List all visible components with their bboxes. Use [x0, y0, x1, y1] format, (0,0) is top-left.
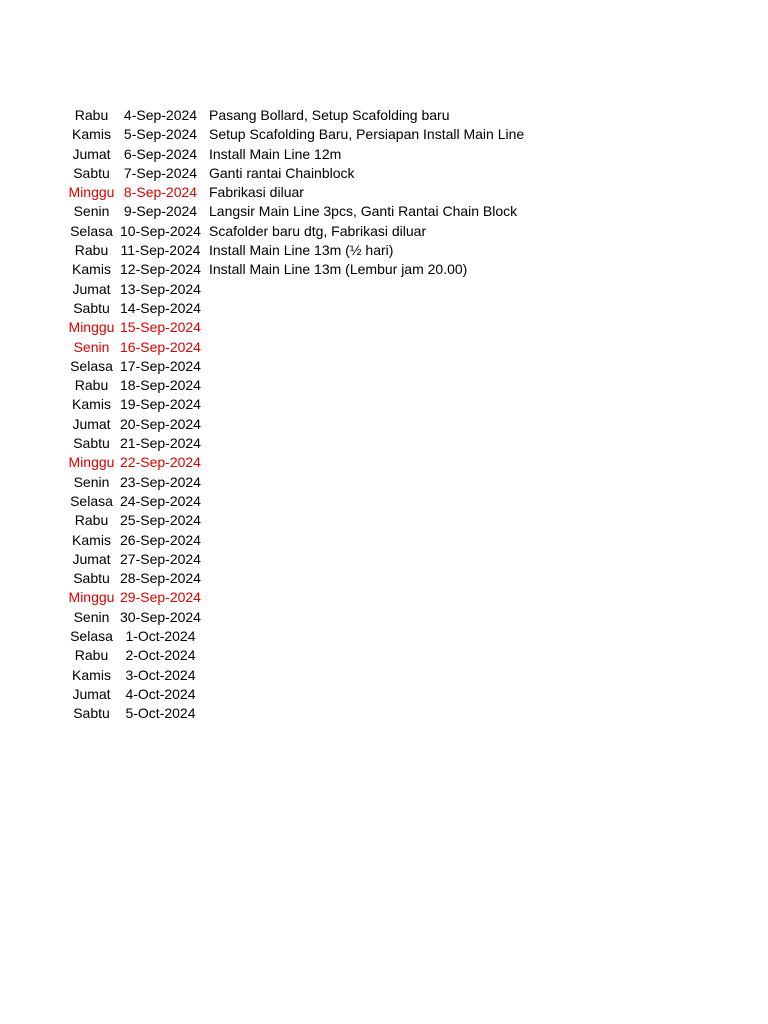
day-cell: Minggu [68, 184, 115, 201]
activity-cell [202, 608, 746, 627]
day-cell: Jumat [72, 280, 111, 297]
day-cell: Sabtu [73, 570, 110, 587]
schedule-row [66, 183, 746, 202]
activity-cell [202, 473, 746, 492]
activity-cell [202, 531, 746, 550]
date-cell: 14-Sep-2024 [120, 299, 201, 316]
schedule-row [66, 164, 746, 183]
day-cell: Senin [73, 338, 110, 355]
day-cell: Rabu [74, 107, 109, 123]
date-cell: 15-Sep-2024 [120, 319, 201, 336]
day-cell: Rabu [74, 512, 109, 529]
schedule-row [66, 376, 746, 395]
schedule-row [66, 434, 746, 453]
activity-cell [202, 569, 746, 588]
day-cell: Senin [73, 473, 110, 490]
activity-cell [202, 627, 746, 646]
date-cell: 9-Sep-2024 [123, 203, 198, 220]
activity-cell: Install Main Line 13m (½ hari) [209, 242, 394, 259]
schedule-row [66, 704, 746, 723]
schedule-row [66, 202, 746, 221]
date-cell: 25-Sep-2024 [120, 512, 201, 529]
date-cell: 5-Oct-2024 [125, 705, 196, 722]
day-cell: Minggu [68, 454, 115, 471]
day-cell: Rabu [74, 377, 109, 394]
schedule-row [66, 588, 746, 607]
date-cell: 22-Sep-2024 [120, 454, 201, 471]
date-cell: 10-Sep-2024 [120, 222, 201, 239]
activity-cell: Install Main Line 12m [209, 145, 342, 162]
schedule-row [66, 453, 746, 472]
day-cell: Selasa [70, 357, 113, 374]
schedule-row [66, 338, 746, 357]
day-cell: Kamis [72, 126, 111, 143]
date-cell: 13-Sep-2024 [120, 280, 201, 297]
date-cell: 4-Oct-2024 [125, 685, 196, 702]
activity-cell [202, 550, 746, 569]
activity-cell [202, 492, 746, 511]
day-cell: Senin [73, 203, 110, 220]
date-cell: 20-Sep-2024 [120, 415, 201, 432]
day-cell: Kamis [72, 261, 111, 278]
day-cell: Minggu [68, 319, 115, 336]
schedule-row [66, 415, 746, 434]
schedule-row [66, 395, 746, 414]
activity-cell: Install Main Line 13m (Lembur jam 20.00) [209, 261, 468, 278]
day-cell: Sabtu [73, 705, 110, 722]
schedule-row [66, 280, 746, 299]
date-cell: 29-Sep-2024 [120, 589, 201, 606]
day-cell: Jumat [72, 415, 111, 432]
activity-cell [202, 318, 746, 337]
date-cell: 27-Sep-2024 [120, 550, 201, 567]
activity-cell [202, 395, 746, 414]
schedule-row [66, 550, 746, 569]
schedule-row [66, 511, 746, 530]
date-cell: 19-Sep-2024 [120, 396, 201, 413]
activity-cell [202, 280, 746, 299]
day-cell: Minggu [68, 589, 115, 606]
activity-cell [202, 666, 746, 685]
schedule-row [66, 666, 746, 685]
activity-cell: Setup Scafolding Baru, Persiapan Install Main Line [209, 126, 525, 143]
schedule-row [66, 299, 746, 318]
schedule-row [66, 531, 746, 550]
schedule-row [66, 106, 746, 125]
activity-cell [202, 685, 746, 704]
date-cell: 18-Sep-2024 [120, 377, 201, 394]
day-cell: Jumat [72, 145, 111, 162]
schedule-row [66, 646, 746, 665]
day-cell: Sabtu [73, 164, 110, 181]
date-cell: 24-Sep-2024 [120, 492, 201, 509]
schedule-row [66, 357, 746, 376]
date-cell: 5-Sep-2024 [123, 126, 198, 143]
activity-cell [202, 588, 746, 607]
day-cell: Sabtu [73, 299, 110, 316]
date-cell: 6-Sep-2024 [123, 145, 198, 162]
date-cell: 12-Sep-2024 [120, 261, 201, 278]
date-cell: 3-Oct-2024 [125, 666, 196, 683]
day-cell: Jumat [72, 685, 111, 702]
schedule-row [66, 473, 746, 492]
day-cell: Jumat [72, 550, 111, 567]
day-cell: Senin [73, 608, 110, 625]
date-cell: 21-Sep-2024 [120, 435, 201, 452]
activity-cell [202, 511, 746, 530]
activity-cell [202, 376, 746, 395]
day-cell: Kamis [72, 396, 111, 413]
date-cell: 28-Sep-2024 [120, 570, 201, 587]
day-cell: Kamis [72, 531, 111, 548]
activity-cell: Scafolder baru dtg, Fabrikasi diluar [209, 222, 427, 239]
activity-cell [202, 434, 746, 453]
day-cell: Rabu [74, 242, 109, 259]
date-cell: 7-Sep-2024 [123, 164, 198, 181]
date-cell: 11-Sep-2024 [120, 242, 201, 259]
activity-cell [202, 704, 746, 723]
date-cell: 16-Sep-2024 [120, 338, 201, 355]
date-cell: 1-Oct-2024 [125, 628, 196, 645]
activity-cell [202, 299, 746, 318]
activity-cell: Pasang Bollard, Setup Scafolding baru [209, 107, 450, 123]
activity-cell [202, 357, 746, 376]
day-cell: Selasa [70, 492, 113, 509]
activity-cell [202, 453, 746, 472]
day-cell: Selasa [70, 222, 113, 239]
activity-cell: Ganti rantai Chainblock [209, 164, 355, 181]
schedule-row [66, 125, 746, 144]
day-cell: Selasa [70, 628, 113, 645]
date-cell: 23-Sep-2024 [120, 473, 201, 490]
schedule-row [66, 318, 746, 337]
schedule-row [66, 608, 746, 627]
schedule-row [66, 222, 746, 241]
schedule-row [66, 569, 746, 588]
schedule-row [66, 685, 746, 704]
date-cell: 26-Sep-2024 [120, 531, 201, 548]
date-cell: 30-Sep-2024 [120, 608, 201, 625]
day-cell: Rabu [74, 647, 109, 664]
activity-cell: Fabrikasi diluar [209, 184, 304, 201]
day-cell: Kamis [72, 666, 111, 683]
schedule-row [66, 260, 746, 279]
schedule-row [66, 145, 746, 164]
date-cell: 4-Sep-2024 [123, 107, 198, 123]
schedule-row [66, 492, 746, 511]
schedule-sheet [66, 106, 746, 724]
day-cell: Sabtu [73, 435, 110, 452]
activity-cell: Langsir Main Line 3pcs, Ganti Rantai Chain Block [209, 203, 518, 220]
activity-cell [202, 338, 746, 357]
activity-cell [202, 646, 746, 665]
date-cell: 8-Sep-2024 [123, 184, 198, 201]
date-cell: 2-Oct-2024 [125, 647, 196, 664]
schedule-row [66, 627, 746, 646]
date-cell: 17-Sep-2024 [120, 357, 201, 374]
activity-cell [202, 415, 746, 434]
schedule-row [66, 241, 746, 260]
